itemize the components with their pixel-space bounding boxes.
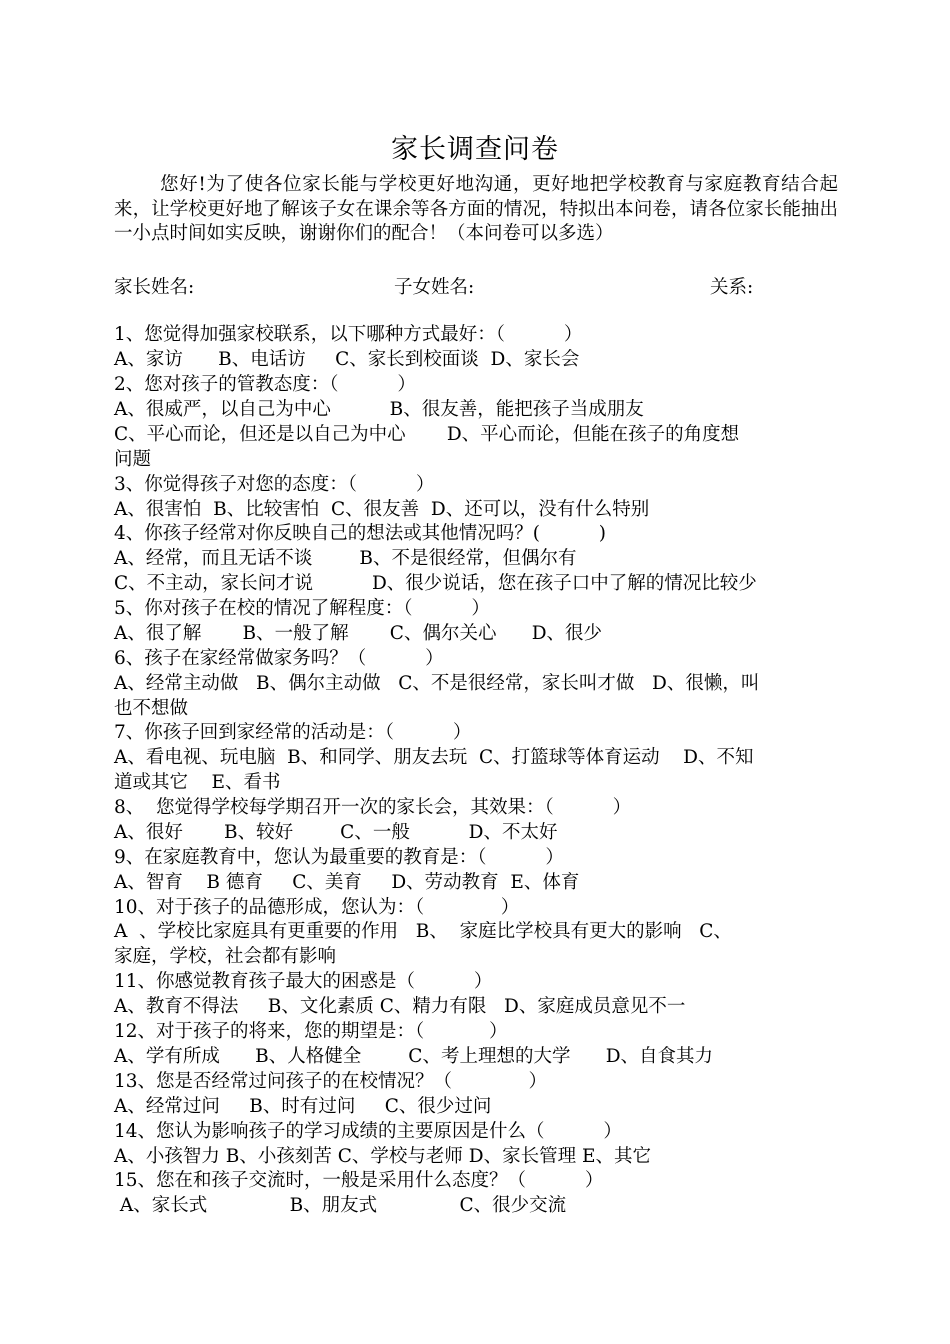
options-8: A、很好 B、较好 C、一般 D、不太好 [114, 822, 558, 843]
question-13: 13、您是否经常过问孩子的在校情况？（ ） [114, 1071, 547, 1092]
options-6b: 也不想做 [114, 698, 189, 719]
options-2a: A、很威严，以自己为中心 B、很友善，能把孩子当成朋友 [114, 399, 644, 420]
question-8: 8、 您觉得学校每学期召开一次的家长会，其效果：（ ） [114, 797, 632, 818]
question-5: 5、你对孩子在校的情况了解程度：（ ） [114, 598, 490, 619]
question-11: 11、你感觉教育孩子最大的困惑是（ ） [114, 971, 493, 992]
question-9: 9、在家庭教育中，您认为最重要的教育是：（ ） [114, 847, 564, 868]
question-4: 4、你孩子经常对你反映自己的想法或其他情况吗？( ) [114, 523, 607, 544]
options-9: A、智育 B 德育 C、美育 D、劳动教育 E、体育 [114, 872, 580, 893]
options-5: A、很了解 B、一般了解 C、偶尔关心 D、很少 [114, 623, 603, 644]
question-2: 2、您对孩子的管教态度：（ ） [114, 374, 416, 395]
question-6: 6、孩子在家经常做家务吗？（ ） [114, 648, 444, 669]
options-10a: A 、学校比家庭具有更重要的作用 B、 家庭比学校具有更大的影响 C、 [114, 921, 732, 942]
options-11: A、教育不得法 B、文化素质 C、精力有限 D、家庭成员意见不一 [114, 996, 686, 1017]
options-6a: A、经常主动做 B、偶尔主动做 C、不是很经常，家长叫才做 D、很懒，叫 [114, 673, 760, 694]
options-14: A、小孩智力 B、小孩刻苦 C、学校与老师 D、家长管理 E、其它 [114, 1146, 651, 1167]
options-13: A、经常过问 B、时有过问 C、很少过问 [114, 1096, 492, 1117]
options-10b: 家庭，学校，社会都有影响 [114, 946, 337, 967]
question-15: 15、您在和孩子交流时，一般是采用什么态度？（ ） [114, 1170, 604, 1191]
question-1: 1、您觉得加强家校联系，以下哪种方式最好：（ ） [114, 324, 583, 345]
relation-label: 关系: [710, 277, 754, 298]
options-4a: A、经常，而且无话不谈 B、不是很经常，但偶尔有 [114, 548, 577, 569]
options-2c: 问题 [114, 449, 152, 470]
parent-name-label: 家长姓名: [114, 277, 195, 298]
options-2b: C、平心而论，但还是以自己为中心 D、平心而论，但能在孩子的角度想 [114, 424, 740, 445]
options-15: A、家长式 B、朋友式 C、很少交流 [114, 1195, 567, 1216]
options-1: A、家访 B、电话访 C、家长到校面谈 D、家长会 [114, 349, 580, 370]
options-7a: A、看电视、玩电脑 B、和同学、朋友去玩 C、打篮球等体育运动 D、不知 [114, 747, 754, 768]
intro-paragraph: 您好!为了使各位家长能与学校更好地沟通，更好地把学校教育与家庭教育结合起来，让学校更好地了解该子女在课余等各方面的情况，特拟出本问卷，请各位家长能抽出一小点时间如实反映，谢谢你们的配合！（本问卷可以多选） [114, 174, 838, 245]
options-3: A、很害怕 B、比较害怕 C、很友善 D、还可以，没有什么特别 [114, 499, 650, 520]
page-title: 家长调查问卷 [391, 134, 559, 165]
options-4b: C、不主动，家长问才说 D、很少说话，您在孩子口中了解的情况比较少 [114, 573, 757, 594]
question-3: 3、你觉得孩子对您的态度：（ ） [114, 474, 435, 495]
question-10: 10、对于孩子的品德形成，您认为：（ ） [114, 897, 520, 918]
child-name-label: 子女姓名: [394, 277, 475, 298]
question-14: 14、您认为影响孩子的学习成绩的主要原因是什么（ ） [114, 1121, 622, 1142]
options-7b: 道或其它 E、看书 [114, 772, 281, 793]
options-12: A、学有所成 B、人格健全 C、考上理想的大学 D、自食其力 [114, 1046, 714, 1067]
question-12: 12、对于孩子的将来，您的期望是：（ ） [114, 1021, 508, 1042]
question-7: 7、你孩子回到家经常的活动是：（ ） [114, 722, 472, 743]
